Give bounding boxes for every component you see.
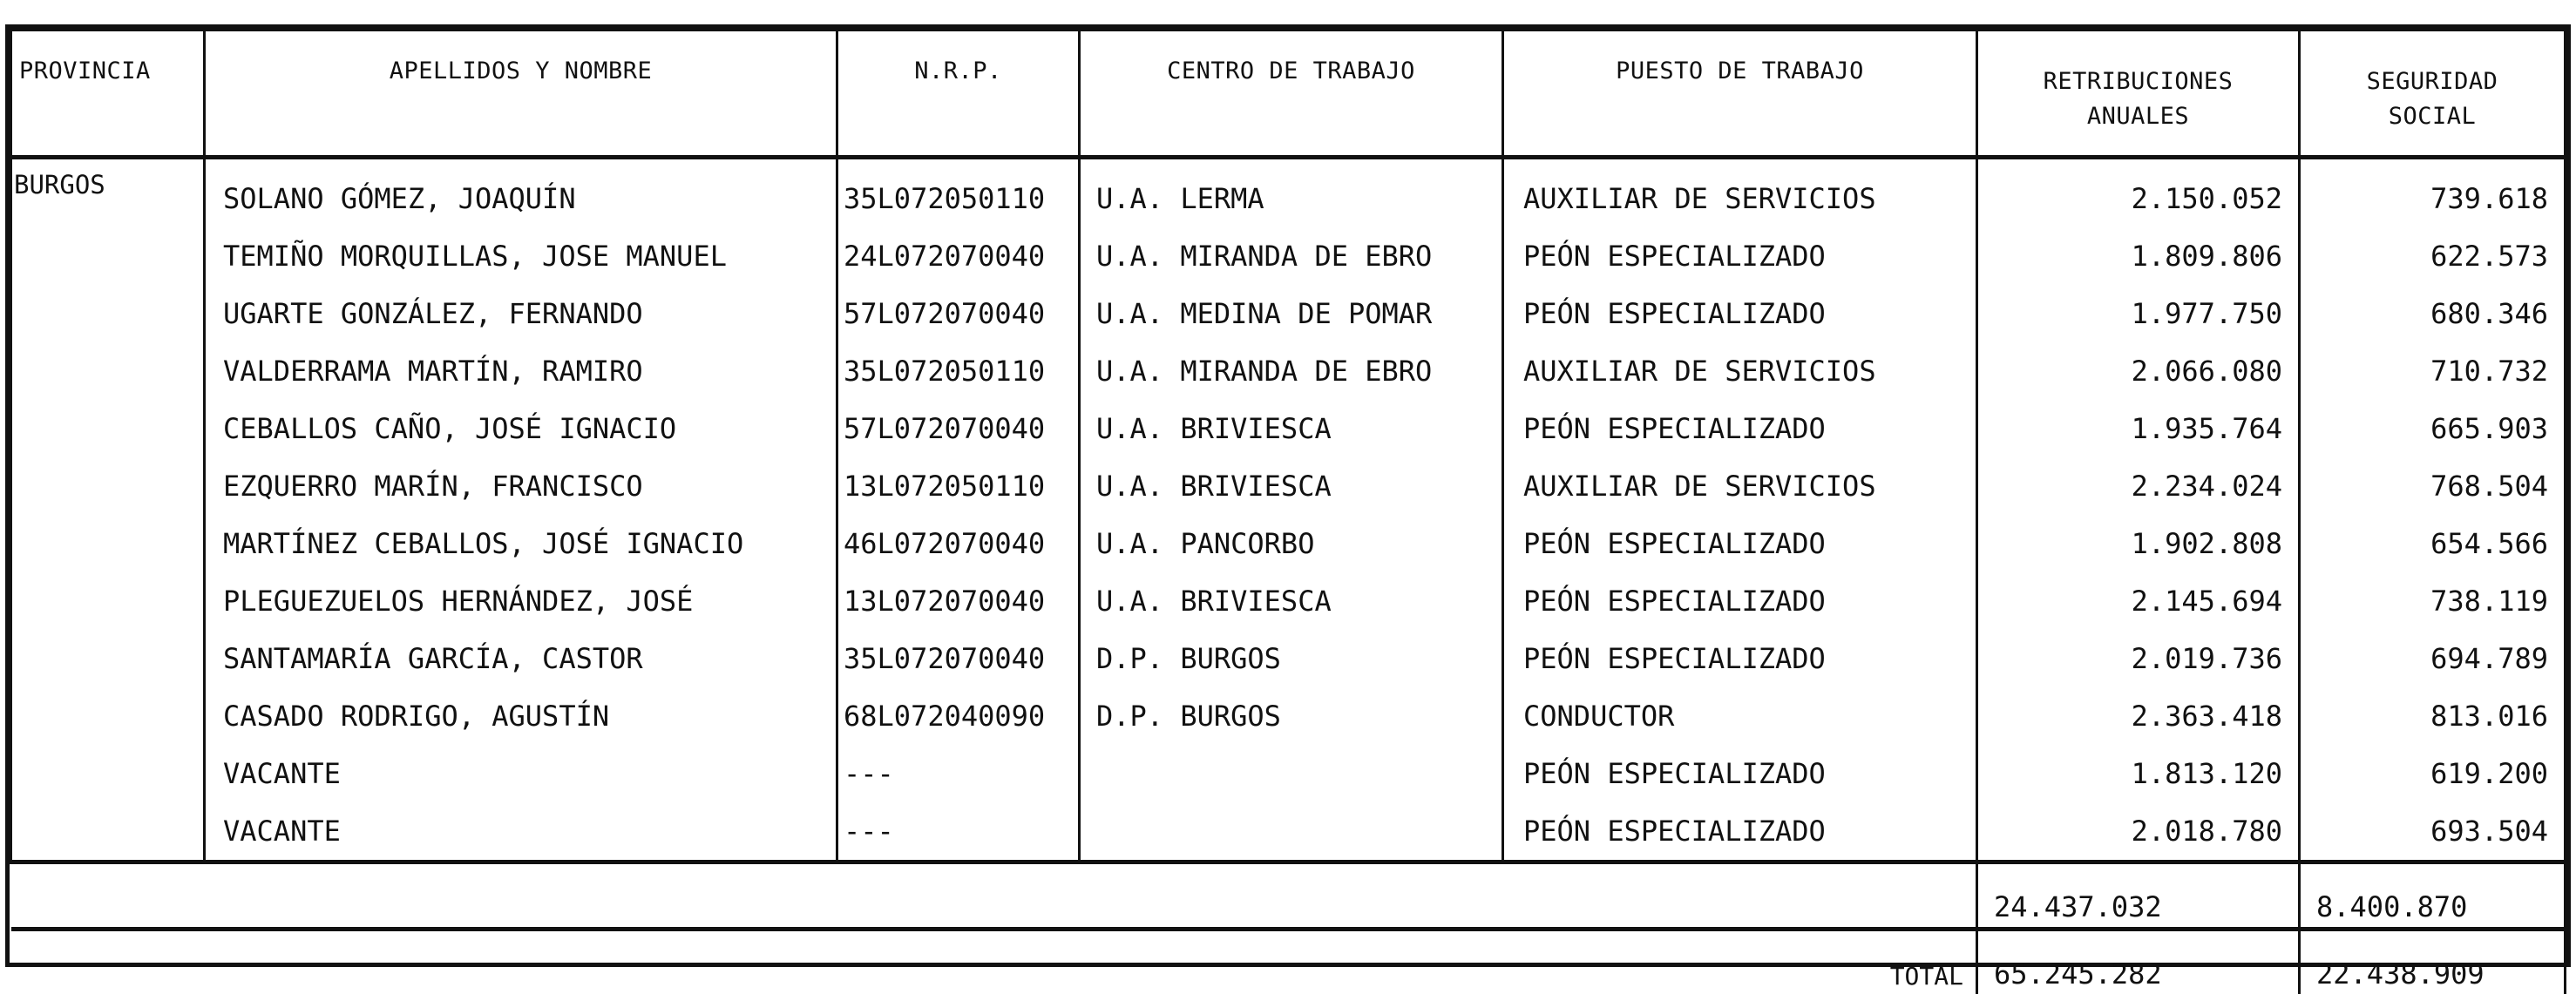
cell-seguridad-social: 768.504 bbox=[2300, 457, 2566, 515]
cell-apellidos-nombre: VACANTE bbox=[205, 802, 837, 862]
table-row bbox=[11, 630, 2566, 687]
table-row bbox=[11, 745, 2566, 802]
cell-apellidos-nombre: MARTÍNEZ CEBALLOS, JOSÉ IGNACIO bbox=[205, 515, 837, 572]
cell-centro-trabajo: D.P. BURGOS bbox=[1080, 630, 1503, 687]
table-row bbox=[11, 342, 2566, 400]
cell-retribuciones: 1.902.808 bbox=[1977, 515, 2300, 572]
staff-table bbox=[10, 29, 2566, 994]
cell-apellidos-nombre: TEMIÑO MORQUILLAS, JOSE MANUEL bbox=[205, 227, 837, 285]
cell-provincia: BURGOS bbox=[11, 158, 205, 862]
cell-apellidos-nombre: CASADO RODRIGO, AGUSTÍN bbox=[205, 687, 837, 745]
cell-retribuciones: 1.935.764 bbox=[1977, 400, 2300, 457]
table-row bbox=[11, 572, 2566, 630]
cell-centro-trabajo: U.A. MEDINA DE POMAR bbox=[1080, 285, 1503, 342]
cell-puesto-trabajo: AUXILIAR DE SERVICIOS bbox=[1503, 457, 1977, 515]
cell-puesto-trabajo: CONDUCTOR bbox=[1503, 687, 1977, 745]
subtotal-seguridad: 8.400.870 bbox=[2300, 862, 2566, 930]
header-nrp: N.R.P. bbox=[837, 30, 1080, 158]
cell-centro-trabajo: U.A. MIRANDA DE EBRO bbox=[1080, 227, 1503, 285]
cell-nrp: --- bbox=[837, 802, 1080, 862]
cell-centro-trabajo: U.A. BRIVIESCA bbox=[1080, 572, 1503, 630]
cell-retribuciones: 2.145.694 bbox=[1977, 572, 2300, 630]
table-row bbox=[11, 802, 2566, 862]
staff-table-sheet bbox=[5, 24, 2571, 967]
subtotal-retribuciones: 24.437.032 bbox=[1977, 862, 2300, 930]
cell-nrp: 13L072070040 bbox=[837, 572, 1080, 630]
cell-apellidos-nombre: PLEGUEZUELOS HERNÁNDEZ, JOSÉ bbox=[205, 572, 837, 630]
cell-nrp: 68L072040090 bbox=[837, 687, 1080, 745]
subtotal-row bbox=[11, 862, 2566, 930]
cell-apellidos-nombre: CEBALLOS CAÑO, JOSÉ IGNACIO bbox=[205, 400, 837, 457]
total-label: TOTAL bbox=[11, 930, 1977, 994]
cell-seguridad-social: 654.566 bbox=[2300, 515, 2566, 572]
table-row bbox=[11, 158, 2566, 228]
header-row bbox=[11, 30, 2566, 158]
cell-centro-trabajo: D.P. BURGOS bbox=[1080, 687, 1503, 745]
cell-puesto-trabajo: PEÓN ESPECIALIZADO bbox=[1503, 515, 1977, 572]
cell-nrp: 35L072070040 bbox=[837, 630, 1080, 687]
cell-seguridad-social: 665.903 bbox=[2300, 400, 2566, 457]
cell-seguridad-social: 680.346 bbox=[2300, 285, 2566, 342]
cell-nrp: 35L072050110 bbox=[837, 158, 1080, 228]
cell-centro-trabajo: U.A. MIRANDA DE EBRO bbox=[1080, 342, 1503, 400]
cell-seguridad-social: 738.119 bbox=[2300, 572, 2566, 630]
cell-centro-trabajo: U.A. BRIVIESCA bbox=[1080, 457, 1503, 515]
cell-puesto-trabajo: PEÓN ESPECIALIZADO bbox=[1503, 227, 1977, 285]
table-row bbox=[11, 515, 2566, 572]
cell-retribuciones: 1.809.806 bbox=[1977, 227, 2300, 285]
cell-retribuciones: 2.234.024 bbox=[1977, 457, 2300, 515]
cell-retribuciones: 2.019.736 bbox=[1977, 630, 2300, 687]
table-row bbox=[11, 285, 2566, 342]
cell-retribuciones: 1.813.120 bbox=[1977, 745, 2300, 802]
cell-puesto-trabajo: PEÓN ESPECIALIZADO bbox=[1503, 802, 1977, 862]
total-retribuciones: 65.245.282 bbox=[1977, 930, 2300, 994]
cell-nrp: 24L072070040 bbox=[837, 227, 1080, 285]
cell-centro-trabajo bbox=[1080, 745, 1503, 802]
cell-apellidos-nombre: VACANTE bbox=[205, 745, 837, 802]
cell-nrp: 57L072070040 bbox=[837, 285, 1080, 342]
header-seguridad-social bbox=[2300, 30, 2566, 158]
header-seguridad-line2: SOCIAL bbox=[2389, 103, 2477, 130]
cell-seguridad-social: 710.732 bbox=[2300, 342, 2566, 400]
cell-puesto-trabajo: PEÓN ESPECIALIZADO bbox=[1503, 400, 1977, 457]
cell-nrp: 13L072050110 bbox=[837, 457, 1080, 515]
cell-seguridad-social: 739.618 bbox=[2300, 158, 2566, 228]
cell-puesto-trabajo: AUXILIAR DE SERVICIOS bbox=[1503, 158, 1977, 228]
cell-puesto-trabajo: PEÓN ESPECIALIZADO bbox=[1503, 572, 1977, 630]
cell-puesto-trabajo: PEÓN ESPECIALIZADO bbox=[1503, 630, 1977, 687]
cell-apellidos-nombre: EZQUERRO MARÍN, FRANCISCO bbox=[205, 457, 837, 515]
table-row bbox=[11, 227, 2566, 285]
header-centro-trabajo: CENTRO DE TRABAJO bbox=[1080, 30, 1503, 158]
cell-centro-trabajo: U.A. LERMA bbox=[1080, 158, 1503, 228]
cell-retribuciones: 2.018.780 bbox=[1977, 802, 2300, 862]
header-provincia: PROVINCIA bbox=[11, 30, 205, 158]
cell-nrp: 35L072050110 bbox=[837, 342, 1080, 400]
cell-nrp: --- bbox=[837, 745, 1080, 802]
cell-centro-trabajo bbox=[1080, 802, 1503, 862]
cell-nrp: 57L072070040 bbox=[837, 400, 1080, 457]
cell-apellidos-nombre: UGARTE GONZÁLEZ, FERNANDO bbox=[205, 285, 837, 342]
cell-centro-trabajo: U.A. PANCORBO bbox=[1080, 515, 1503, 572]
table-body bbox=[11, 158, 2566, 862]
subtotal-blank bbox=[11, 862, 1977, 930]
cell-puesto-trabajo: PEÓN ESPECIALIZADO bbox=[1503, 285, 1977, 342]
cell-puesto-trabajo: PEÓN ESPECIALIZADO bbox=[1503, 745, 1977, 802]
cell-seguridad-social: 619.200 bbox=[2300, 745, 2566, 802]
cell-apellidos-nombre: VALDERRAMA MARTÍN, RAMIRO bbox=[205, 342, 837, 400]
total-seguridad: 22.438.909 bbox=[2300, 930, 2566, 994]
cell-retribuciones: 2.066.080 bbox=[1977, 342, 2300, 400]
header-apellidos-nombre: APELLIDOS Y NOMBRE bbox=[205, 30, 837, 158]
cell-retribuciones: 2.363.418 bbox=[1977, 687, 2300, 745]
header-seguridad-line1: SEGURIDAD bbox=[2367, 68, 2498, 95]
header-retribuciones-line1: RETRIBUCIONES bbox=[2044, 68, 2234, 95]
cell-apellidos-nombre: SOLANO GÓMEZ, JOAQUÍN bbox=[205, 158, 837, 228]
cell-nrp: 46L072070040 bbox=[837, 515, 1080, 572]
cell-seguridad-social: 813.016 bbox=[2300, 687, 2566, 745]
table-row bbox=[11, 400, 2566, 457]
cell-seguridad-social: 694.789 bbox=[2300, 630, 2566, 687]
cell-centro-trabajo: U.A. BRIVIESCA bbox=[1080, 400, 1503, 457]
cell-apellidos-nombre: SANTAMARÍA GARCÍA, CASTOR bbox=[205, 630, 837, 687]
header-puesto-trabajo: PUESTO DE TRABAJO bbox=[1503, 30, 1977, 158]
table-row bbox=[11, 457, 2566, 515]
total-row bbox=[11, 930, 2566, 994]
header-retribuciones bbox=[1977, 30, 2300, 158]
cell-seguridad-social: 693.504 bbox=[2300, 802, 2566, 862]
cell-retribuciones: 1.977.750 bbox=[1977, 285, 2300, 342]
cell-puesto-trabajo: AUXILIAR DE SERVICIOS bbox=[1503, 342, 1977, 400]
header-retribuciones-line2: ANUALES bbox=[2087, 103, 2189, 130]
cell-seguridad-social: 622.573 bbox=[2300, 227, 2566, 285]
table-row bbox=[11, 687, 2566, 745]
cell-retribuciones: 2.150.052 bbox=[1977, 158, 2300, 228]
